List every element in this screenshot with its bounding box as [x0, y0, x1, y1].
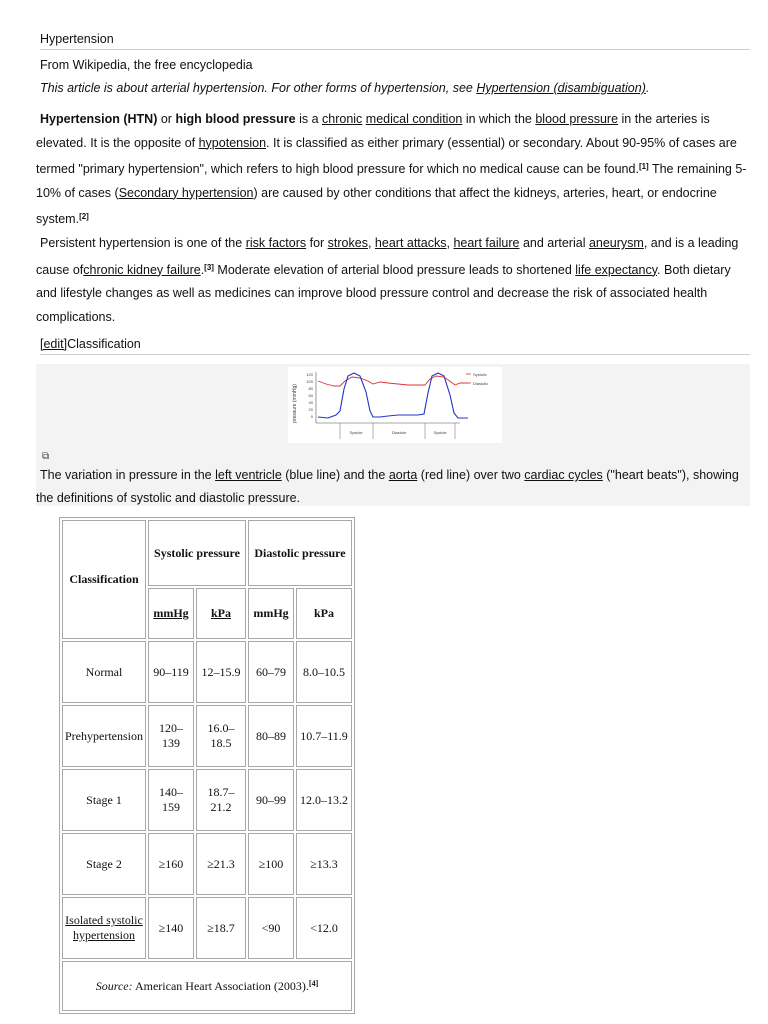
cell-value: ≥21.3	[196, 833, 246, 895]
cell-value: 12–15.9	[196, 641, 246, 703]
link-chronic[interactable]: chronic	[322, 112, 363, 126]
link-secondary-hypertension[interactable]: Secondary hypertension	[118, 185, 254, 200]
from-line: From Wikipedia, the free encyclopedia	[40, 58, 253, 72]
legend-systolic: Systolic	[473, 372, 487, 377]
intro-paragraph: Hypertension (HTN) or high blood pressure is a chronic medical condition in which the blood pressure in the arteries is elevated. It is the opposite of hypotension. It is classified as either primary (essential) or secondary. About 90-95% of cases are termed "primary hypertension", which refers to high blood pressure for which no medical cause can be found.[1] The remaining 5-10% of cases (Secondary hypertension) are caused by other conditions that affect the kidneys, arteries, heart, or endocrine system.[2]	[36, 112, 747, 226]
figure-caption: The variation in pressure in the left ventricle (blue line) and the aorta (red line) over two cardiac cycles ("heart beats"), showing the definitions of systolic and diastolic pressure.	[36, 468, 739, 505]
phase-label: Systole	[433, 430, 447, 435]
ytick: 0	[310, 414, 313, 419]
source-cell: Source: American Heart Association (2003).[4]	[62, 961, 352, 1011]
link-chronic-kidney-failure[interactable]: chronic kidney failure	[83, 262, 201, 277]
cell-value: 8.0–10.5	[296, 641, 352, 703]
pressure-diagram[interactable]	[288, 367, 502, 443]
link-aneurysm[interactable]: aneurysm	[588, 236, 644, 250]
table-header-row	[62, 520, 352, 586]
table-row	[62, 769, 352, 831]
cell-value: ≥100	[248, 833, 294, 895]
ref-3[interactable]: [3]	[204, 262, 214, 272]
link-heart-failure[interactable]: heart failure	[453, 236, 520, 250]
unit-mmhg: mmHg	[248, 588, 294, 639]
table-row	[62, 897, 352, 959]
header-systolic: Systolic pressure	[148, 520, 246, 586]
unit-kpa: kPa	[296, 588, 352, 639]
classification-table	[59, 517, 355, 1014]
legend-diastolic: Diastolic	[473, 381, 489, 386]
ytick: 100	[306, 379, 313, 384]
link-hypotension[interactable]: hypotension	[198, 135, 267, 150]
cell-value: 16.0–18.5	[196, 705, 246, 767]
cell-value: 60–79	[248, 641, 294, 703]
unit-mmhg-link[interactable]: mmHg	[148, 588, 194, 639]
phase-label: Diastole	[391, 430, 407, 435]
cell-value: 18.7–21.2	[196, 769, 246, 831]
cell-value: 140–159	[148, 769, 194, 831]
ref-2[interactable]: [2]	[79, 212, 89, 221]
section-title: Classification	[67, 337, 141, 351]
table-source-row	[62, 961, 352, 1011]
table-row	[62, 705, 352, 767]
enlarge-icon[interactable]: ⧉	[42, 451, 50, 462]
ytick: 60	[308, 393, 313, 398]
ref-4[interactable]: [4]	[308, 978, 319, 988]
cell-value: 90–99	[248, 769, 294, 831]
cell-value: 90–119	[148, 641, 194, 703]
link-risk-factors[interactable]: risk factors	[245, 236, 307, 250]
ytick: 120	[306, 372, 313, 377]
cell-value: ≥18.7	[196, 897, 246, 959]
cell-value: <90	[248, 897, 294, 959]
ytick: 80	[308, 386, 313, 391]
section-heading-classification	[40, 337, 750, 355]
table-row	[62, 641, 352, 703]
cell-classification: Stage 1	[62, 769, 146, 831]
cell-classification: Prehypertension	[62, 705, 146, 767]
ref-1[interactable]: [1]	[638, 162, 649, 171]
link-blood-pressure[interactable]: blood pressure	[535, 112, 619, 126]
link-aorta[interactable]: aorta	[388, 468, 418, 482]
phase-label: Systole	[349, 430, 363, 435]
header-classification: Classification	[62, 520, 146, 639]
edit-link[interactable]: [edit]	[40, 337, 68, 351]
cell-value: 12.0–13.2	[296, 769, 352, 831]
hatnote: This article is about arterial hypertension. For other forms of hypertension, see Hypertension (disambiguation).	[40, 81, 650, 95]
cell-value: ≥13.3	[296, 833, 352, 895]
page-title: Hypertension	[40, 32, 750, 50]
cell-value: 120–139	[148, 705, 194, 767]
header-diastolic: Diastolic pressure	[248, 520, 352, 586]
cell-value: 80–89	[248, 705, 294, 767]
risk-paragraph: Persistent hypertension is one of the risk factors for strokes, heart attacks, heart failure and arterial aneurysm, and is a leading cause ofchronic kidney failure.[3] Moderate elevation of arterial blood pressure leads to shortened life expectancy. Both dietary and lifestyle changes as well as medicines can improve blood pressure control and decrease the risk of associated health complications.	[36, 236, 739, 324]
table-row	[62, 833, 352, 895]
cell-classification: Normal	[62, 641, 146, 703]
ytick: 20	[308, 407, 313, 412]
figure-box	[36, 364, 750, 506]
cell-value: 10.7–11.9	[296, 705, 352, 767]
ytick: 40	[308, 400, 313, 405]
link-medical-condition[interactable]: medical condition	[365, 112, 463, 126]
link-cardiac-cycles[interactable]: cardiac cycles	[524, 468, 603, 482]
link-strokes[interactable]: strokes	[327, 236, 368, 250]
cell-value: ≥140	[148, 897, 194, 959]
link-hypertension-disambiguation[interactable]: Hypertension (disambiguation)	[476, 81, 646, 95]
link-heart-attacks[interactable]: heart attacks	[374, 236, 447, 250]
link-left-ventricle[interactable]: left ventricle	[215, 468, 282, 482]
cell-classification-link[interactable]: Isolated systolic hypertension	[62, 897, 146, 959]
unit-kpa-link[interactable]: kPa	[196, 588, 246, 639]
link-life-expectancy[interactable]: life expectancy	[575, 262, 658, 277]
cell-classification: Stage 2	[62, 833, 146, 895]
cell-value: <12.0	[296, 897, 352, 959]
diagram-ylabel: pressure (mmHg)	[292, 384, 298, 423]
cell-value: ≥160	[148, 833, 194, 895]
